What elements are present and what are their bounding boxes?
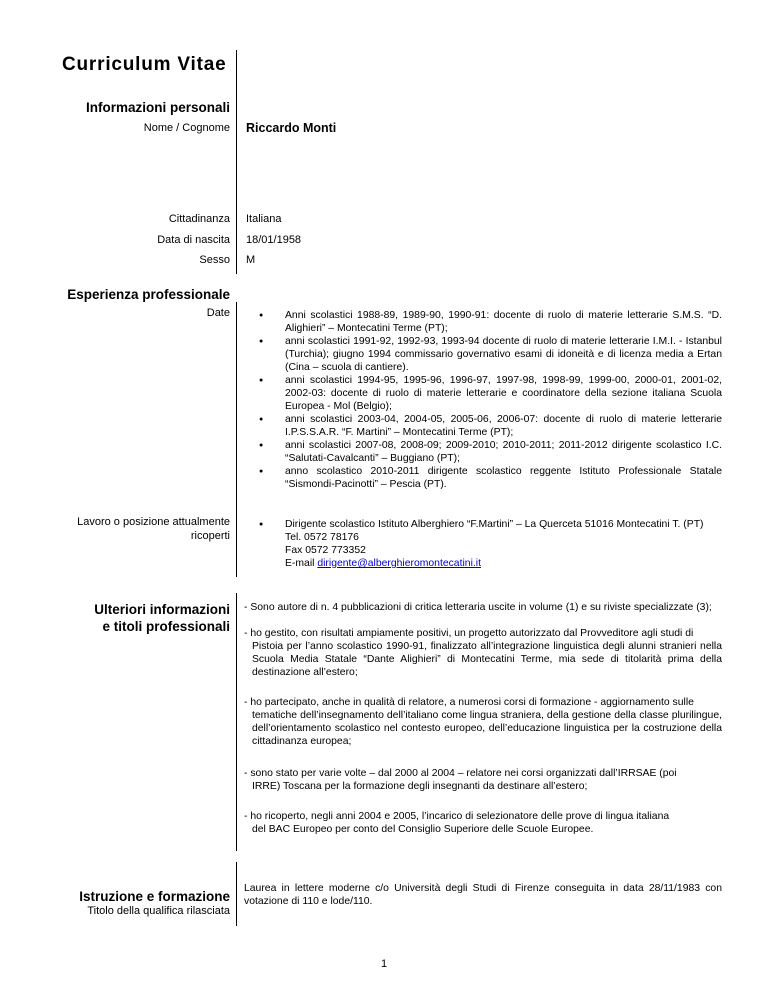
further-item-text: - Sono autore di n. 4 pubblicazioni di critica letteraria uscite in volume (1) e su riviste specializzate (3); [244, 602, 712, 613]
column-divider-further [236, 593, 237, 851]
current-email-prefix: E-mail [285, 558, 315, 569]
birth-date-label: Data di nascita [157, 234, 230, 246]
further-info-title-line2: e titoli professionali [102, 619, 230, 634]
current-tel: Tel. 0572 78176 [285, 532, 359, 543]
current-position [285, 518, 722, 570]
experience-item: ● anni scolastici 1991-92, 1992-93, 1993-94 docente di ruolo di materie letterarie I.M.I. - Istanbul (Turchia); giugno 1994 commissario governativo esami di idoneità e di licenza media a Ertan (Cina – scuola di cantiere). [285, 335, 722, 374]
name-value: Riccardo Monti [246, 121, 337, 135]
experience-item: ● anno scolastico 2010-2011 dirigente scolastico reggente Istituto Professionale Statale “Sismondi-Pacinotti” – Pescia (PT). [285, 465, 722, 491]
section-further-info [94, 601, 230, 635]
experience-item: ● Anni scolastici 1988-89, 1989-90, 1990-91: docente di ruolo di materie letterarie S.M.S. “D. Alighieri” – Montecatini Terme (PT); [285, 309, 722, 335]
experience-item: ● anni scolastici 2007-08, 2008-09; 2009-2010; 2010-2011; 2011-2012 dirigente scolastico I.C. “Salutati-Cavalcanti” – Buggiano (PT); [285, 439, 722, 465]
column-divider-education [236, 862, 237, 926]
section-personal-info: Informazioni personali [85, 100, 230, 115]
further-item [244, 696, 722, 748]
further-item-text: - sono stato per varie volte – dal 2000 al 2004 – relatore nei corsi organizzati dall’IRRSAE (poi [244, 768, 677, 779]
section-experience: Esperienza professionale [67, 287, 230, 302]
email-link[interactable]: dirigente@alberghieromontecatini.it [317, 558, 481, 569]
further-item-text: tematiche dell’insegnamento dell’italiano come lingua straniera, della gestione della classe plurilingue, dell’orientamento scolastico nel contesto europeo, dell’educazione linguistica per la costruzione della cittadinanza europea; [252, 710, 722, 747]
current-fax: Fax 0572 773352 [285, 545, 366, 556]
further-item-text: IRRE) Toscana per la formazione degli insegnanti da destinare all’estero; [252, 781, 588, 792]
further-item [244, 810, 722, 836]
section-education: Istruzione e formazione [79, 889, 230, 904]
cv-title: Curriculum Vitae [62, 54, 227, 75]
experience-item: ● anni scolastici 2003-04, 2004-05, 2005-06, 2006-07: docente di ruolo di materie letterarie I.P.S.S.A.R. “F. Martini” – Montecatini Terme (PT); [285, 413, 722, 439]
citizenship-label: Cittadinanza [168, 213, 230, 225]
further-info-title-line1: Ulteriori informazioni [94, 602, 230, 617]
qualification-value: Laurea in lettere moderne c/o Università degli Studi di Firenze conseguita in data 28/11/1983 con votazione di 110 e lode/110. [244, 883, 722, 907]
current-position-label [77, 515, 230, 543]
name-label: Nome / Cognome [143, 122, 230, 134]
current-position-title: Dirigente scolastico Istituto Alberghiero “F.Martini” – La Querceta 51016 Montecatini T. (PT) [285, 519, 704, 530]
dates-label: Date [206, 307, 230, 319]
further-item [244, 601, 722, 614]
sex-value: M [246, 254, 256, 266]
sex-label: Sesso [199, 254, 230, 266]
column-divider-experience [236, 302, 237, 577]
further-item-text: - ho partecipato, anche in qualità di relatore, a numerosi corsi di formazione - aggiornamento sulle [244, 697, 694, 708]
page-number: 1 [380, 958, 388, 970]
further-item-text: - ho ricoperto, negli anni 2004 e 2005, l’incarico di selezionatore delle prove di lingua italiana [244, 811, 670, 822]
qualification-label: Titolo della qualifica rilasciata [87, 905, 230, 917]
further-item-text: Pistoia per l’anno scolastico 1990-91, finalizzato all’integrazione linguistica degli alunni stranieri nella Scuola Media Statale “Dante Alighieri” di Montecatini Terme, mia sede di titolarità prima della destinazione all’estero; [252, 641, 722, 678]
further-item [244, 767, 722, 793]
column-divider-top [236, 50, 237, 274]
current-position-label-line1: Lavoro o posizione attualmente [77, 516, 230, 528]
citizenship-value: Italiana [246, 213, 282, 225]
further-item [244, 627, 722, 679]
further-item-text: del BAC Europeo per conto del Consiglio Superiore delle Scuole Europee. [252, 824, 594, 835]
birth-date-value: 18/01/1958 [246, 234, 302, 246]
current-position-label-line2: ricoperti [190, 530, 230, 542]
experience-item: ● anni scolastici 1994-95, 1995-96, 1996-97, 1997-98, 1998-99, 1999-00, 2000-01, 2001-02, 2002-03: docente di ruolo di materie letterarie e coordinatore della sezione italiana Scuola Europea - Mol (Belgio); [285, 374, 722, 413]
further-item-text: - ho gestito, con risultati ampiamente positivi, un progetto autorizzato dal Provveditore agli studi di [244, 628, 694, 639]
